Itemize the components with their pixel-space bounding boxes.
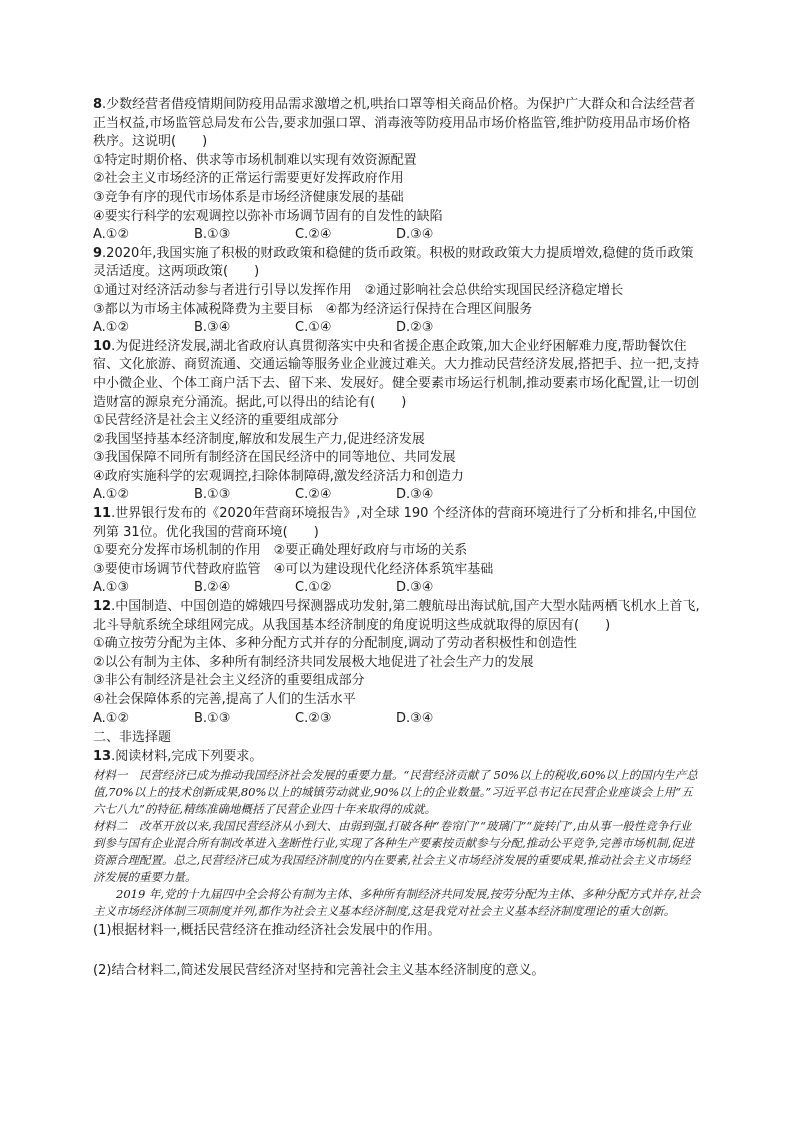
sub-question-2: (2)结合材料二,简述发展民营经济对坚持和完善社会主义基本经济制度的意义。	[93, 963, 545, 979]
option: ①特定时期价格、供求等市场机制难以实现有效资源配置	[93, 152, 417, 168]
choice-b: B.①③	[194, 710, 231, 726]
option: ④政府实施科学的宏观调控,扫除体制障碍,激发经济活力和创造力	[93, 468, 464, 484]
option: ①要充分发挥市场机制的作用 ②要正确处理好政府与市场的关系	[93, 543, 468, 559]
choice-b: B.①③	[194, 227, 231, 243]
question-11	[93, 505, 701, 598]
choice-d: D.③④	[396, 487, 434, 503]
question-10	[93, 338, 701, 505]
choice-a: A.①②	[93, 710, 130, 726]
choice-d: D.②③	[396, 320, 434, 336]
material-two: 材料二 改革开放以来,我国民营经济从小到大、由弱到强,打破各种“卷帘门”“玻璃门”“旋转门”,由从事一般性竞争行业到参与国有企业混合所有制改革进入垄断性行业,实现了各种生产要素按贡献参与分配,推动公平竞争,完善市场机制,促进资源合理配置。总之,民营经济已成为我国经济制度的内在要素,社会主义市场经济发展的重要成果,推动社会主义市场经济发展的重要力量。	[93, 818, 695, 884]
option: ③竞争有序的现代市场体系是市场经济健康发展的基础	[93, 189, 404, 205]
choice-b: B.②④	[194, 580, 231, 596]
choice-c: C.①②	[295, 580, 332, 596]
option: ④社会保障体系的完善,提高了人们的生活水平	[93, 692, 356, 707]
answer-choices	[93, 710, 701, 729]
choice-c: C.②③	[295, 710, 332, 726]
choice-b: B.①③	[194, 487, 231, 503]
material-one: 材料一 民营经济已成为推动我国经济社会发展的重要力量。“民营经济贡献了 50%以上的税收,60%以上的国内生产总值,70%以上的技术创新成果,80%以上的城镇劳动就业,90%以上的企业数量。”习近平总书记在民营企业座谈会上用“五六七八九”的特征,精练准确地概括了民营企业四十年来取得的成就。	[93, 767, 698, 816]
option: ③要使市场调节代替政府监管 ④可以为建设现代化经济体系筑牢基础	[93, 561, 494, 577]
option: ②社会主义市场经济的正常运行需要更好发挥政府作用	[93, 171, 404, 187]
option: ②以公有制为主体、多种所有制经济共同发展极大地促进了社会生产力的发展	[93, 654, 534, 670]
material-two-continued: 2019 年,党的十九届四中全会将公有制为主体、多种所有制经济共同发展,按劳分配为主体、多种分配方式并存,社会主义市场经济体制三项制度并列,都作为社会主义基本经济制度,这是我党对社会主义基本经济制度理论的重大创新。	[93, 886, 701, 918]
option: ④要实行科学的宏观调控以弥补市场调节固有的自发性的缺陷	[93, 208, 443, 224]
exam-page	[93, 96, 701, 981]
choice-c: C.②④	[295, 487, 332, 503]
choice-c: C.①④	[295, 320, 332, 336]
sub-question-1: (1)根据材料一,概括民营经济在推动经济社会发展中的作用。	[93, 922, 441, 938]
question-12	[93, 598, 701, 728]
option: ①通过对经济活动参与者进行引导以发挥作用 ②通过影响社会总供给实现国民经济稳定增长	[93, 282, 624, 298]
option: ①民营经济是社会主义经济的重要组成部分	[93, 413, 339, 429]
question-stem: 11.世界银行发布的《2020年营商环境报告》,对全球 190 个经济体的营商环境进行了分析和排名,中国位列第 31位。优化我国的营商环境( )	[93, 506, 697, 540]
option: ③我国保障不同所有制经济在国民经济中的同等地位、共同发展	[93, 450, 456, 466]
question-stem: 8.少数经营者借疫情期间防疫用品需求激增之机,哄抬口罩等相关商品价格。为保护广大群众和合法经营者正当权益,市场监管总局发布公告,要求加强口罩、消毒液等防疫用品市场价格监管,维护防疫用品市场价格秩序。这说明( )	[93, 97, 696, 150]
choice-a: A.①③	[93, 580, 130, 596]
question-8	[93, 96, 701, 245]
question-13-stem: 13.阅读材料,完成下列要求。	[93, 749, 263, 765]
answer-choices	[93, 319, 701, 338]
option: ③非公有制经济是社会主义经济的重要组成部分	[93, 673, 365, 689]
answer-choices	[93, 486, 701, 505]
choice-d: D.③④	[396, 580, 434, 596]
choice-a: A.①②	[93, 227, 130, 243]
choice-c: C.②④	[295, 227, 332, 243]
option: ③都以为市场主体减税降费为主要目标 ④都为经济运行保持在合理区间服务	[93, 301, 533, 317]
choice-d: D.③④	[396, 227, 434, 243]
answer-choices	[93, 579, 701, 598]
choice-b: B.③④	[194, 320, 231, 336]
answer-choices	[93, 226, 701, 245]
choice-a: A.①②	[93, 320, 130, 336]
question-stem: 9.2020年,我国实施了积极的财政政策和稳健的货币政策。积极的财政政策大力提质增效,稳健的货币政策灵活适度。这两项政策( )	[93, 245, 694, 280]
option: ①确立按劳分配为主体、多种分配方式并存的分配制度,调动了劳动者积极性和创造性	[93, 636, 577, 652]
section-title: 二、非选择题	[93, 730, 172, 746]
choice-d: D.③④	[396, 710, 434, 726]
question-stem: 12.中国制造、中国创造的嫦娥四号探测器成功发射,第二艘航母出海试航,国产大型水陆两栖飞机水上首飞,北斗导航系统全球组网完成。从我国基本经济制度的角度说明这些成就取得的原因有( )	[93, 599, 700, 633]
question-stem: 10.为促进经济发展,湖北省政府认真贯彻落实中央和省援企惠企政策,加大企业纾困解难力度,帮助餐饮住宿、文化旅游、商贸流通、交通运输等服务业企业渡过难关。大力推动民营经济发展,搭把手、拉一把,支持中小微企业、个体工商户活下去、留下来、发展好。健全要素市场运行机制,推动要素市场化配置,让一切创造财富的源泉充分涌流。据此,可以得出的结论有( )	[93, 338, 700, 410]
option: ②我国坚持基本经济制度,解放和发展生产力,促进经济发展	[93, 431, 425, 447]
question-9	[93, 245, 701, 338]
choice-a: A.①②	[93, 487, 130, 503]
